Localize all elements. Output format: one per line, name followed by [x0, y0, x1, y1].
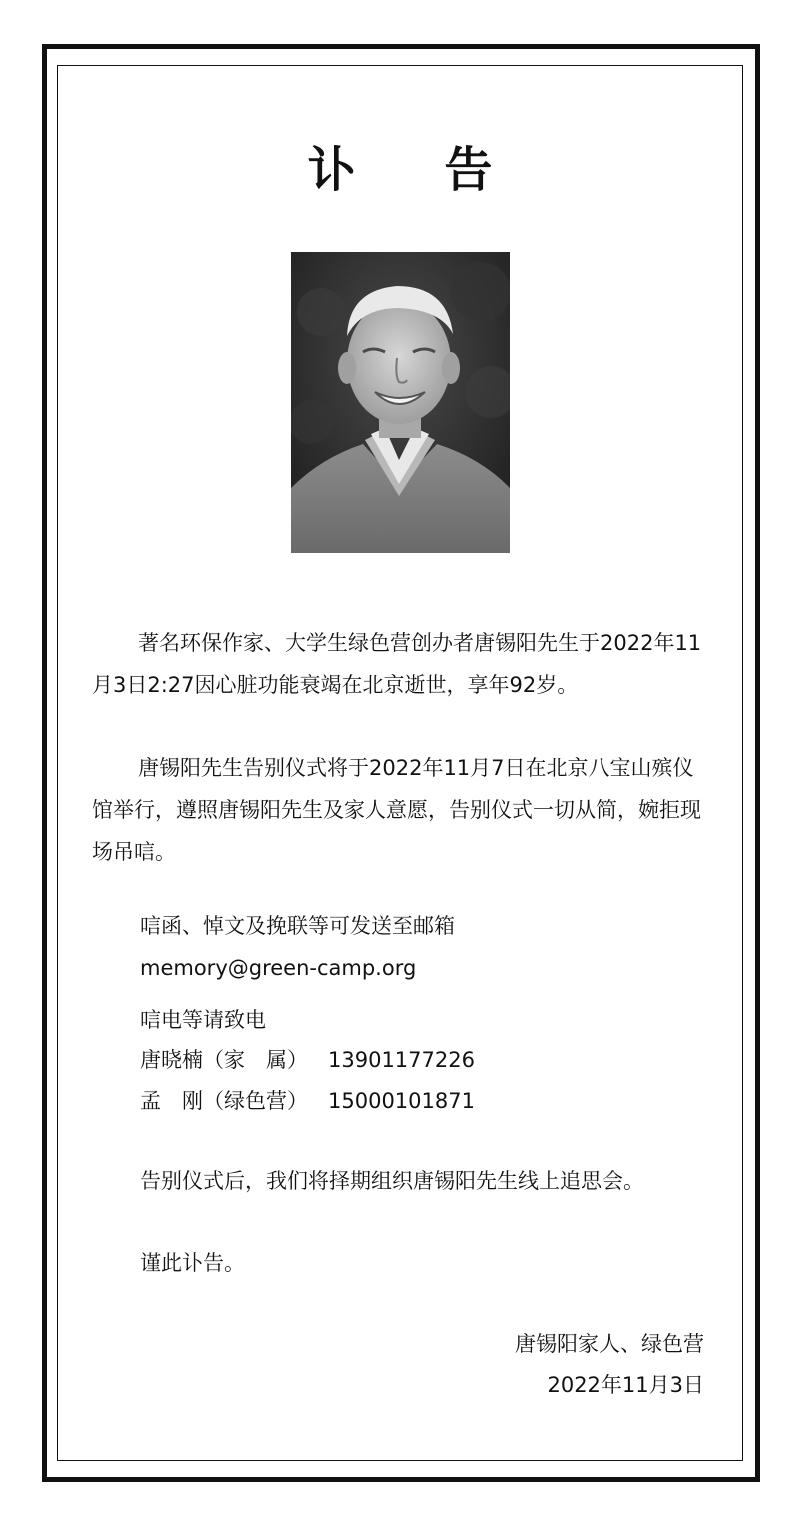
page-title: 讣 告	[307, 142, 529, 198]
email-address: memory@green-camp.org	[140, 956, 417, 980]
notice-date: 2022年11月3日	[547, 1373, 704, 1397]
condolence-mail-text: 唁函、悼文及挽联等可发送至邮箱	[140, 914, 455, 938]
contact-phone: 15000101871	[328, 1089, 475, 1113]
closing-text: 谨此讣告。	[140, 1251, 245, 1275]
contact-phone: 13901177226	[328, 1048, 475, 1072]
paragraph-funeral-arrangement: 唐锡阳先生告别仪式将于2022年11月7日在北京八宝山殡仪馆举行，遵照唐锡阳先生及家人意愿，告别仪式一切从简，婉拒现场吊唁。	[92, 756, 701, 864]
contact-name: 唐晓楠（家 属）	[140, 1048, 308, 1072]
contact-row	[140, 1045, 475, 1075]
signature: 唐锡阳家人、绿色营	[515, 1332, 704, 1356]
portrait-photo	[291, 252, 510, 553]
contact-row	[140, 1086, 475, 1116]
phone-intro-text: 唁电等请致电	[140, 1008, 266, 1032]
contact-name: 孟 刚（绿色营）	[140, 1089, 308, 1113]
memorial-text: 告别仪式后，我们将择期组织唐锡阳先生线上追思会。	[140, 1169, 644, 1193]
paragraph-announcement: 著名环保作家、大学生绿色营创办者唐锡阳先生于2022年11月3日2:27因心脏功能衰竭在北京逝世，享年92岁。	[92, 631, 702, 697]
